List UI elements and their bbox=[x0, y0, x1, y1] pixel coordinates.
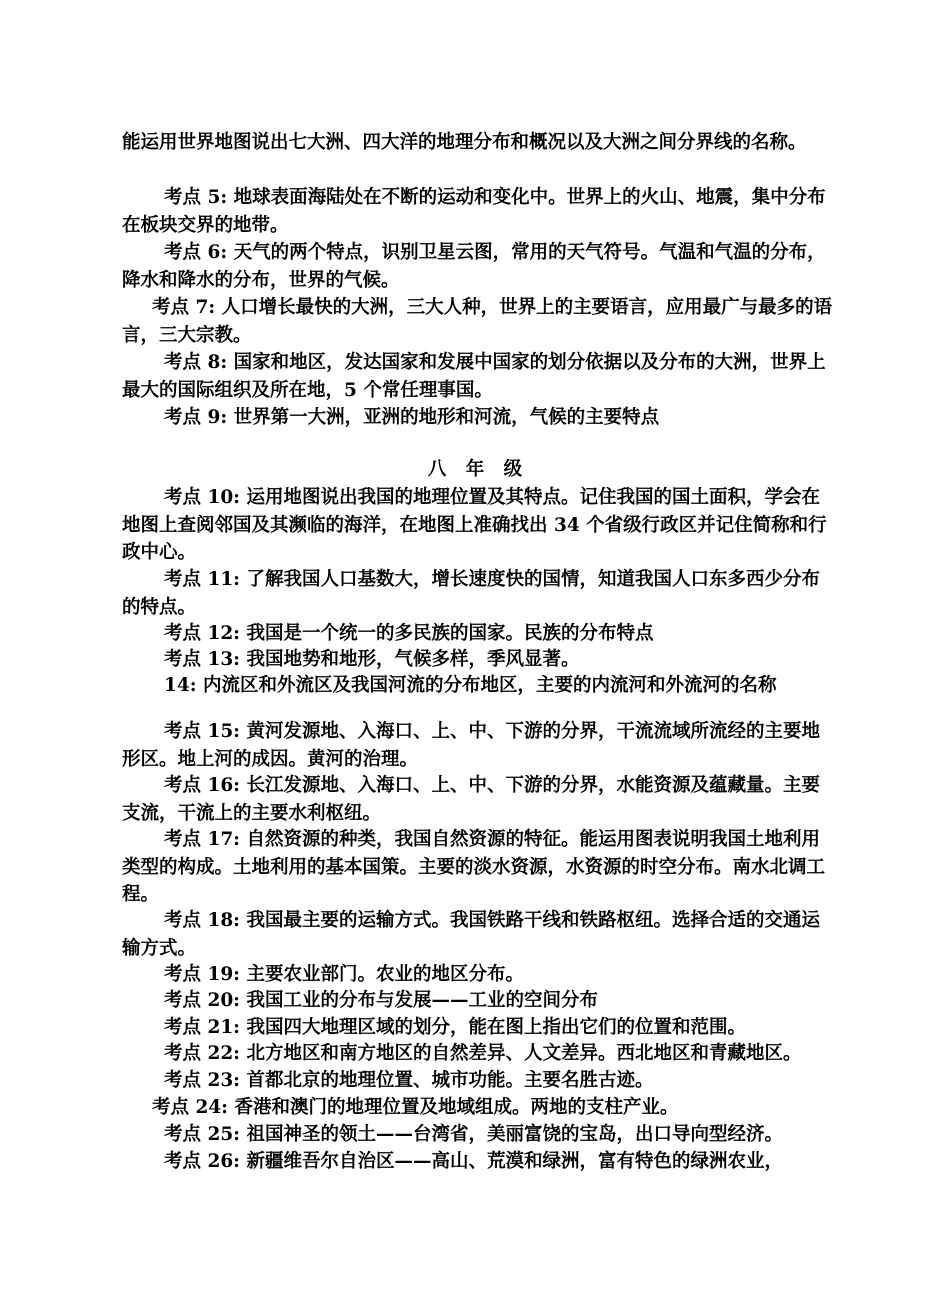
paragraph-point-15: 考点 15: 黄河发源地、入海口、上、中、下游的分界，干流流域所流经的主要地形区。地上河的成因。黄河的治理。 bbox=[122, 721, 820, 770]
paragraph-point-23: 考点 23: 首都北京的地理位置、城市功能。主要名胜古迹。 bbox=[164, 1070, 654, 1091]
paragraph-point-18: 考点 18: 我国最主要的运输方式。我国铁路干线和铁路枢纽。选择合适的交通运输方式。 bbox=[122, 910, 820, 959]
paragraph-point-8: 考点 8: 国家和地区，发达国家和发展中国家的划分依据以及分布的大洲，世界上最大的国际组织及所在地，5 个常任理事国。 bbox=[122, 352, 826, 401]
paragraph-point-16: 考点 16: 长江发源地、入海口、上、中、下游的分界，水能资源及蕴藏量。主要支流，干流上的主要水利枢纽。 bbox=[122, 775, 820, 824]
paragraph-point-12: 考点 12: 我国是一个统一的多民族的国家。民族的分布特点 bbox=[164, 623, 654, 644]
paragraph-point-20: 考点 20: 我国工业的分布与发展——工业的空间分布 bbox=[164, 990, 598, 1011]
paragraph-point-22: 考点 22: 北方地区和南方地区的自然差异、人文差异。西北地区和青藏地区。 bbox=[164, 1043, 802, 1064]
paragraph-point-5: 考点 5: 地球表面海陆处在不断的运动和变化中。世界上的火山、地震，集中分布在板块交界的地带。 bbox=[122, 187, 826, 236]
paragraph-point-9: 考点 9: 世界第一大洲，亚洲的地形和河流，气候的主要特点 bbox=[164, 407, 660, 428]
paragraph-point-26: 考点 26: 新疆维吾尔自治区——高山、荒漠和绿洲，富有特色的绿洲农业， bbox=[164, 1151, 783, 1172]
grade-eight-heading: 八 年 级 bbox=[427, 459, 523, 480]
paragraph-point-14: 14: 内流区和外流区及我国河流的分布地区，主要的内流河和外流河的名称 bbox=[164, 675, 777, 696]
paragraph-point-10: 考点 10: 运用地图说出我国的地理位置及其特点。记住我国的国土面积，学会在地图上查阅邻国及其濒临的海洋，在地图上准确找出 34 个省级行政区并记住简称和行政中心。 bbox=[122, 487, 827, 563]
paragraph-point-6: 考点 6: 天气的两个特点，识别卫星云图，常用的天气符号。气温和气温的分布，降水和降水的分布，世界的气候。 bbox=[122, 242, 826, 291]
paragraph-point-11: 考点 11: 了解我国人口基数大，增长速度快的国情，知道我国人口东多西少分布的特点。 bbox=[122, 569, 820, 618]
paragraph-point-25: 考点 25: 祖国神圣的领土——台湾省，美丽富饶的宝岛，出口导向型经济。 bbox=[164, 1124, 783, 1145]
paragraph-point-21: 考点 21: 我国四大地理区域的划分，能在图上指出它们的位置和范围。 bbox=[164, 1017, 746, 1038]
paragraph-point-17: 考点 17: 自然资源的种类，我国自然资源的特征。能运用图表说明我国土地利用类型的构成。土地利用的基本国策。主要的淡水资源，水资源的时空分布。南水北调工程。 bbox=[122, 829, 826, 905]
paragraph-point-19: 考点 19: 主要农业部门。农业的地区分布。 bbox=[164, 964, 524, 985]
paragraph-point-24: 考点 24: 香港和澳门的地理位置及地域组成。两地的支柱产业。 bbox=[152, 1097, 679, 1118]
paragraph-point-13: 考点 13: 我国地势和地形，气候多样，季风显著。 bbox=[164, 649, 580, 670]
paragraph-point-7: 考点 7: 人口增长最快的大洲，三大人种，世界上的主要语言，应用最广与最多的语言，三大宗教。 bbox=[122, 297, 833, 346]
paragraph-continent-names: 能运用世界地图说出七大洲、四大洋的地理分布和概况以及大洲之间分界线的名称。 bbox=[122, 132, 807, 153]
